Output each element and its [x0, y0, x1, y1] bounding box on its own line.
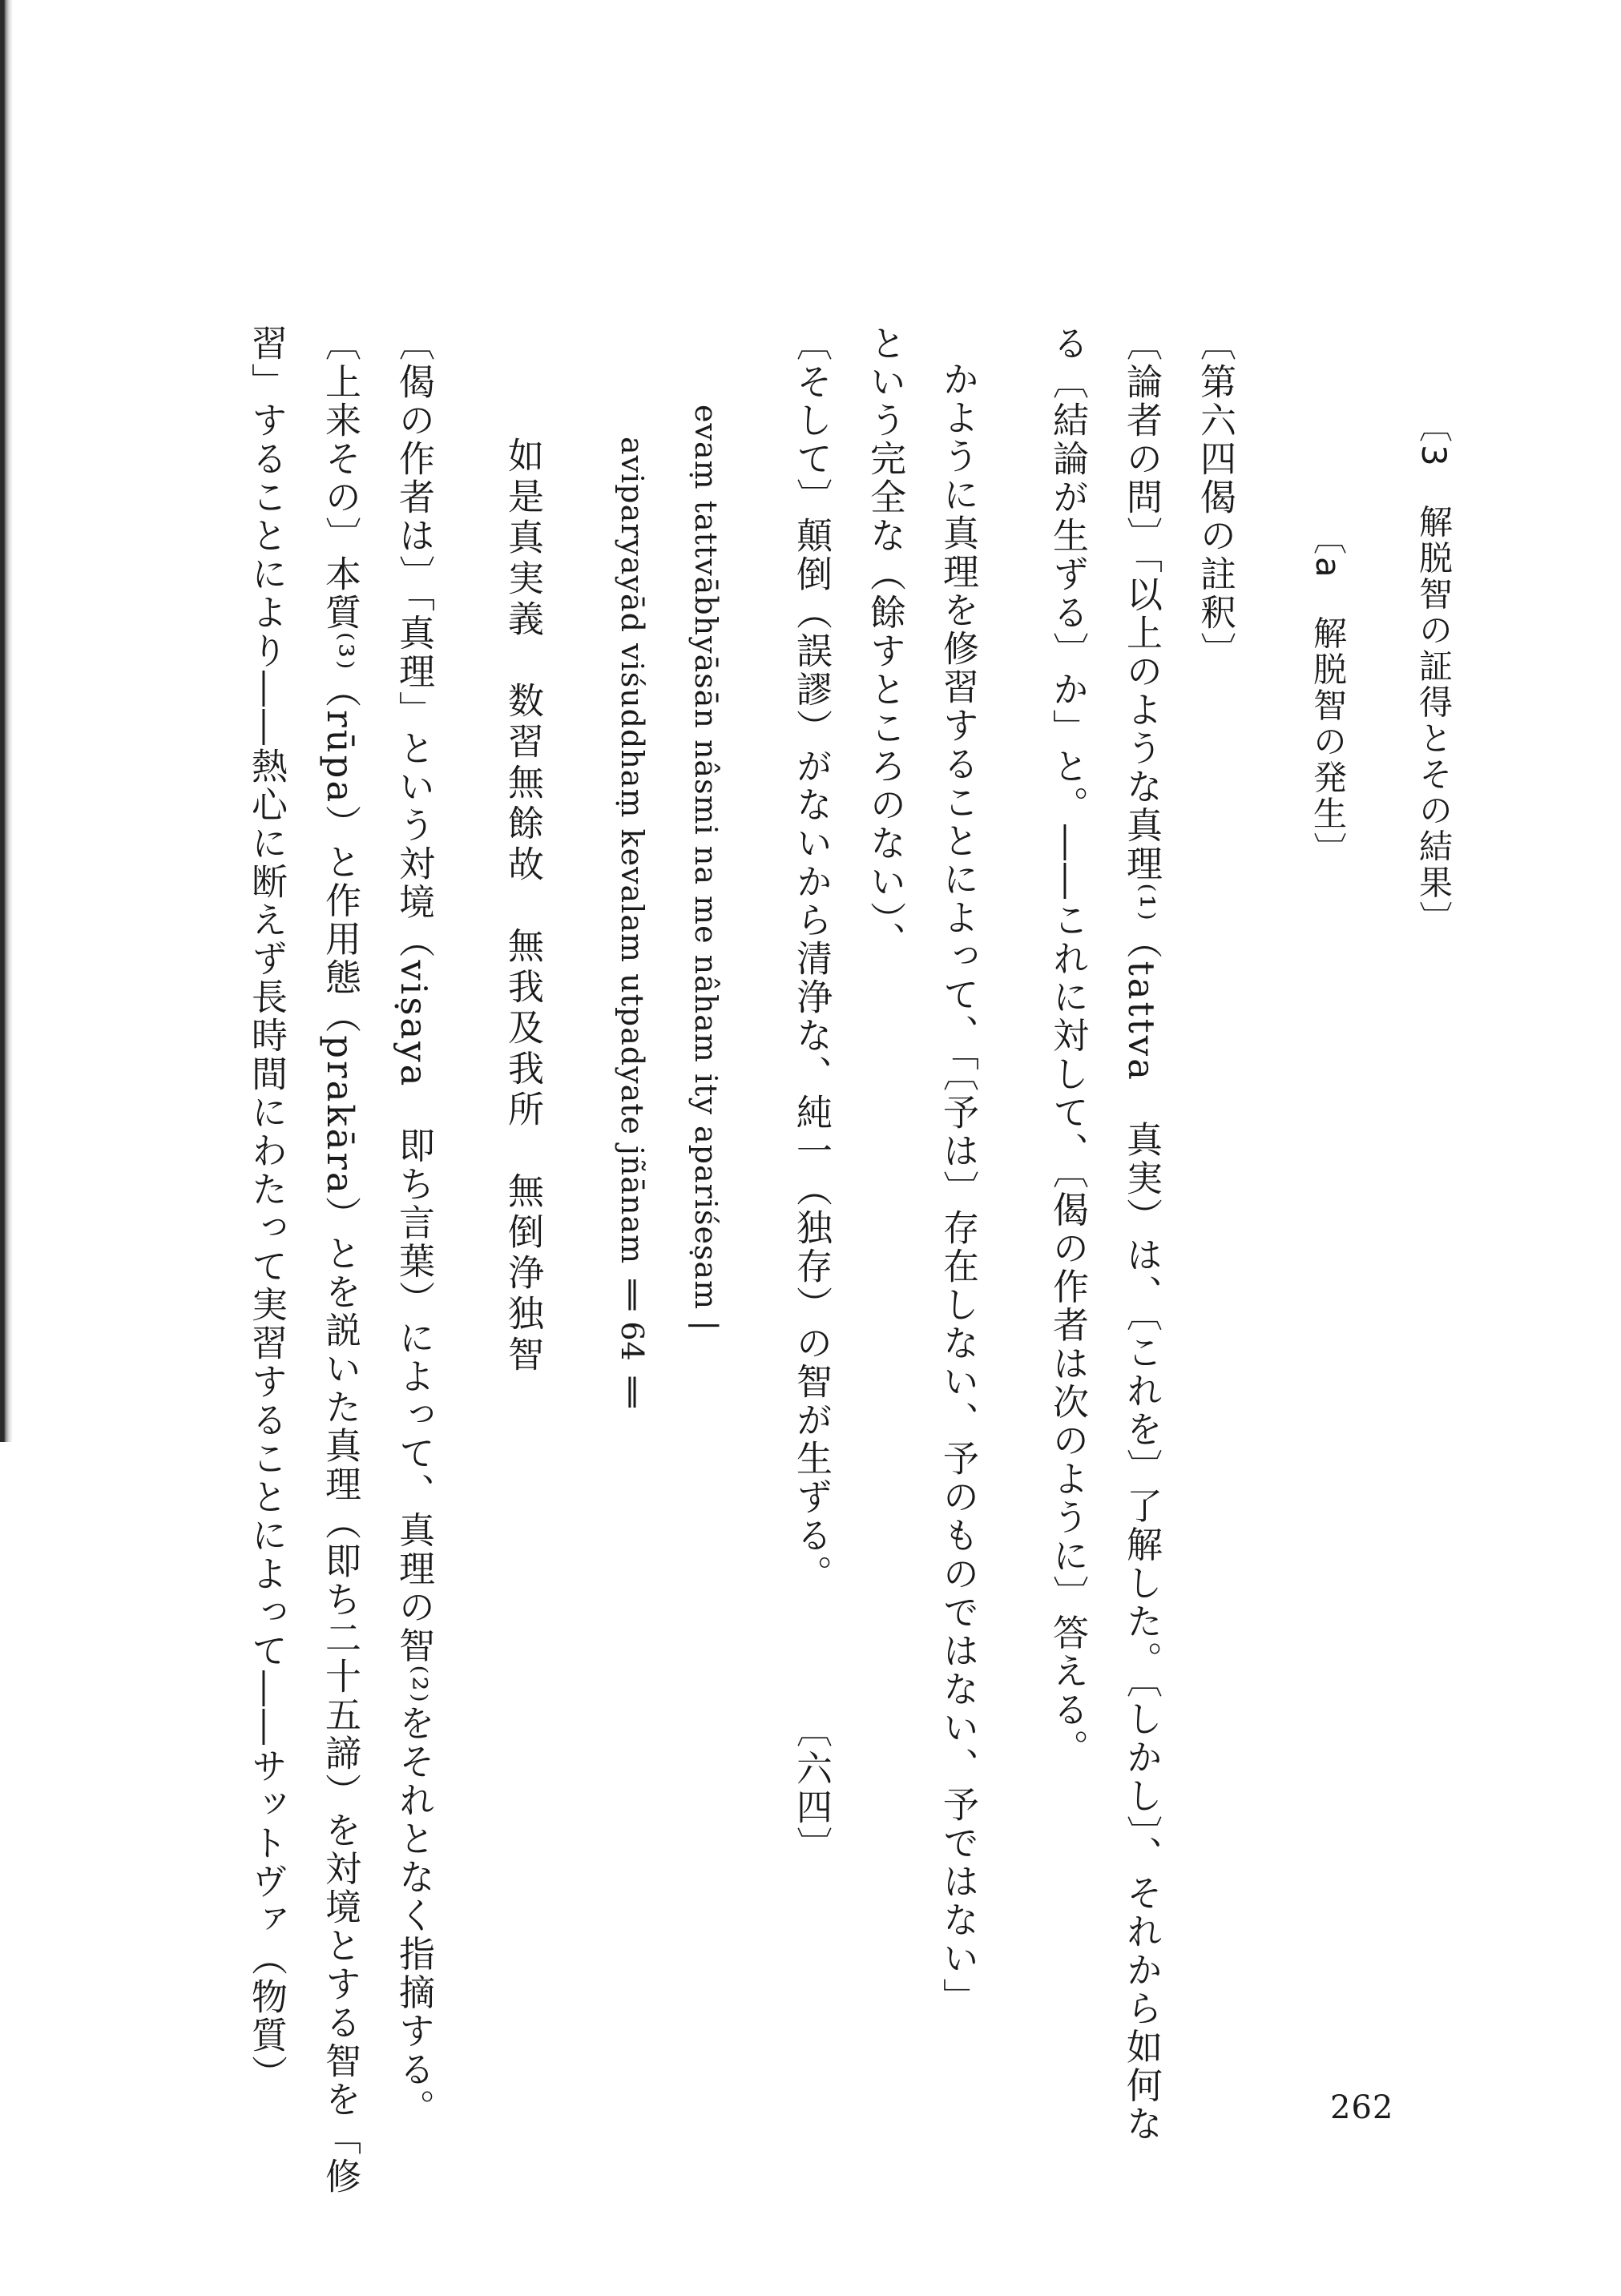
- text-line-3: る〔結論が生ずる〕か」と。――これに対して、〔偈の作者は次のように〕答える。: [1046, 324, 1089, 1768]
- section-heading: 〔3 解脱智の証得とその結果〕: [1414, 409, 1454, 937]
- text-line-2: 〔論者の問〕「以上のような真理⁽¹⁾（tattva 真実）は、〔これを〕了解した。〔しかし〕、それから如何な: [1120, 324, 1163, 2144]
- text-line-5: という完全な（餘すところのない）、: [864, 324, 906, 961]
- text-line-1: 〔第六四偈の註釈〕: [1194, 324, 1236, 671]
- sanskrit-verse-line-1: evaṃ tattvābhyāsān nâsmi na me nâham ity apariśeṣam |: [688, 405, 724, 1332]
- sanskrit-verse-line-2: aviparyayād viśuddhaṃ kevalam utpadyate jñānam ‖ 64 ‖: [615, 437, 650, 1408]
- text-line-6: 〔そして〕顛倒（誤謬）がないから清浄な、純一（独存）の智が生ずる。 〔六四〕: [790, 324, 833, 1865]
- subsection-heading: 〔a 解脱智の発生〕: [1308, 521, 1348, 868]
- text-line-4: かように真理を修習することによって、「〔予は〕存在しない、予のものではない、予ではない」: [937, 361, 979, 2016]
- page-number: 262: [1330, 2089, 1394, 2126]
- binding-edge: [0, 0, 13, 1442]
- text-line-11: 〔上来その〕本質⁽³⁾（rūpa）と作用態（prakāra）とを説いた真理（即ち二十五諦）を対境とする智を「修: [319, 324, 361, 2196]
- text-line-12: 習」することにより――熱心に断えず長時間にわたって実習することによって――サットヴァ（物質）: [245, 324, 288, 2093]
- chinese-verse: 如是真実義 数習無餘故 無我及我所 無倒浄独智: [502, 437, 544, 1376]
- text-line-10: 〔偈の作者は〕「真理」という対境（viṣaya 即ち言葉）によって、真理の智⁽²⁾をそれとなく指摘する。: [393, 324, 435, 2128]
